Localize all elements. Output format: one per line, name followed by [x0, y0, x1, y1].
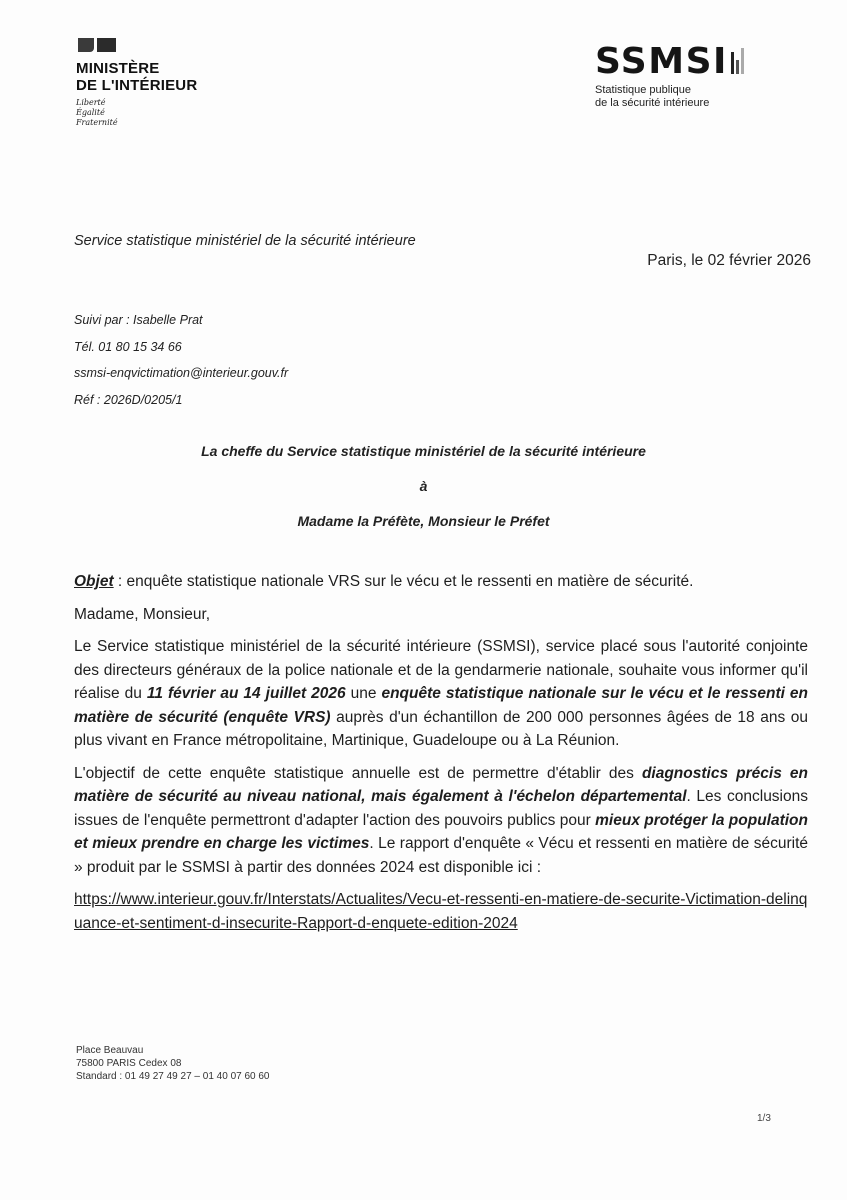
- phone-number: Tél. 01 80 15 34 66: [74, 339, 182, 354]
- subject-line: Objet : enquête statistique nationale VRS sur le vécu et le ressenti en matière de sécurité.: [74, 573, 694, 590]
- bar-chart-icon: [731, 44, 744, 74]
- place-date: Paris, le 02 février 2026: [647, 252, 811, 269]
- ssmsi-logo: [595, 41, 795, 110]
- ministry-block: [76, 38, 246, 128]
- contact-block: [74, 307, 288, 413]
- ssmsi-subtitle: Statistique publique de la sécurité intérieure: [595, 84, 710, 109]
- reference: Réf : 2026D/0205/1: [74, 392, 183, 407]
- paragraph-1: Le Service statistique ministériel de la sécurité intérieure (SSMSI), service placé sous l'autorité conjointe des directeurs généraux de la police nationale et de la gendarmerie nationale, souhaite vous informer qu'il réalise du 11 février au 14 juillet 2026 une enquête statistique nationale sur le vécu et le ressenti en matière de sécurité (enquête VRS) auprès d'un échantillon de 200 000 personnes âgées de 18 ans ou plus vivant en France métropolitaine, Martinique, Guadeloupe ou à La Réunion.: [74, 638, 808, 749]
- sender-title: La cheffe du Service statistique ministériel de la sécurité intérieure: [201, 443, 646, 459]
- report-link[interactable]: https://www.interieur.gouv.fr/Interstats/Actualites/Vecu-et-ressenti-en-matiere-de-securite-Victimation-delinquance-et-sentiment-d-insecurite-Rapport-d-enquete-edition-2024: [74, 891, 808, 932]
- paragraph-2: L'objectif de cette enquête statistique annuelle est de permettre d'établir des diagnostics précis en matière de sécurité au niveau national, mais également à l'échelon départemental. Les conclusions issues de l'enquête permettront d'adapter l'action des pouvoirs publics pour mieux protéger la population et mieux prendre en charge les victimes. Le rapport d'enquête « Vécu et ressenti en matière de sécurité » produit par le SSMSI à partir des données 2024 est disponible ici :: [74, 764, 808, 876]
- email-address: ssmsi-enqvictimation@interieur.gouv.fr: [74, 366, 289, 380]
- subject-label: Objet: [74, 573, 114, 590]
- followed-by: Suivi par : Isabelle Prat: [74, 313, 203, 327]
- footer-address: Place Beauvau 75800 PARIS Cedex 08 Standard : 01 49 27 49 27 – 01 40 07 60 60: [76, 1045, 270, 1082]
- ssmsi-wordmark: SSMSI: [595, 41, 728, 82]
- sender-service: Service statistique ministériel de la sécurité intérieure: [74, 233, 416, 249]
- ministry-name: MINISTÈRE DE L'INTÉRIEUR: [76, 60, 198, 94]
- letter-body: [74, 570, 808, 944]
- salutation: Madame, Monsieur,: [74, 605, 211, 623]
- page-number: 1/3: [757, 1113, 771, 1124]
- marianne-icon: [78, 38, 246, 54]
- recipient: Madame la Préfète, Monsieur le Préfet: [297, 513, 550, 529]
- to-word: à: [419, 478, 428, 494]
- republic-motto: Liberté Égalité Fraternité: [76, 98, 118, 127]
